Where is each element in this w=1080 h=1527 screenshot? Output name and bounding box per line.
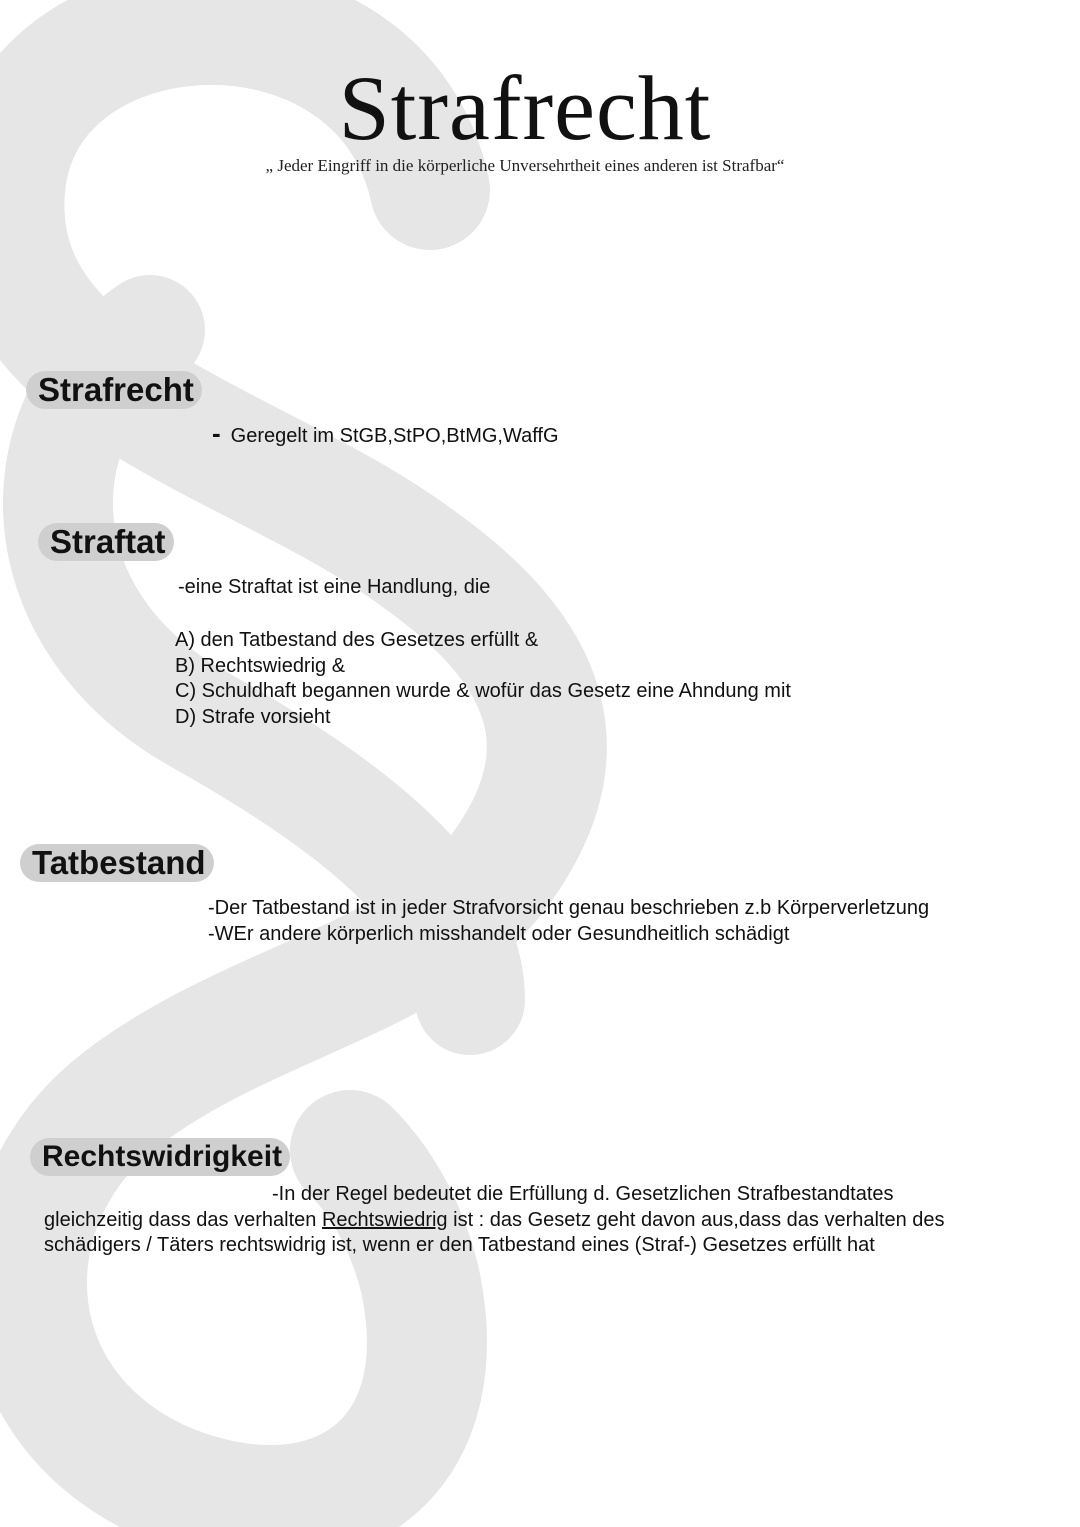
straftat-list bbox=[175, 628, 791, 730]
rechtswidrigkeit-line-1: -In der Regel bedeutet die Erfüllung d. Gesetzlichen Strafbestandtates bbox=[272, 1183, 894, 1205]
line2-before: gleichzeitig dass das verhalten bbox=[44, 1209, 322, 1231]
rechtswidrigkeit-line-2 bbox=[44, 1208, 945, 1234]
section-heading-rechtswidrigkeit: Rechtswidrigkeit bbox=[30, 1138, 290, 1176]
underlined-term: Rechtswiedrig bbox=[321, 1209, 448, 1231]
page-quote: „ Jeder Eingriff in die körperliche Unversehrtheit eines anderen ist Strafbar“ bbox=[265, 156, 785, 175]
page-title: Strafrecht bbox=[338, 57, 712, 159]
section-heading-straftat: Straftat bbox=[38, 523, 174, 561]
section-heading-strafrecht: Strafrecht bbox=[26, 371, 202, 409]
tatbestand-line: -WEr andere körperlich misshandelt oder Gesundheitlich schädigt bbox=[208, 922, 790, 945]
list-item: D) Strafe vorsieht bbox=[175, 705, 331, 728]
section-heading-tatbestand: Tatbestand bbox=[20, 844, 214, 882]
dash-marker: - bbox=[212, 418, 221, 448]
strafrecht-text: Geregelt im StGB,StPO,BtMG,WaffG bbox=[230, 425, 559, 447]
list-item: B) Rechtswiedrig & bbox=[175, 654, 346, 677]
rechtswidrigkeit-line-3: schädigers / Täters rechtswidrig ist, wenn er den Tatbestand eines (Straf-) Gesetzes erfüllt hat bbox=[44, 1234, 875, 1256]
list-item: A) den Tatbestand des Gesetzes erfüllt & bbox=[175, 629, 539, 651]
strafrecht-line bbox=[212, 418, 559, 450]
tatbestand-lines bbox=[208, 896, 929, 947]
straftat-intro: -eine Straftat ist eine Handlung, die bbox=[178, 576, 491, 598]
list-item: C) Schuldhaft begannen wurde & wofür das Gesetz eine Ahndung mit bbox=[175, 680, 791, 702]
line2-after: ist : das Gesetz geht davon aus,dass das verhalten des bbox=[447, 1209, 945, 1231]
tatbestand-line: -Der Tatbestand ist in jeder Strafvorsicht genau beschrieben z.b Körperverletzung bbox=[208, 897, 930, 919]
